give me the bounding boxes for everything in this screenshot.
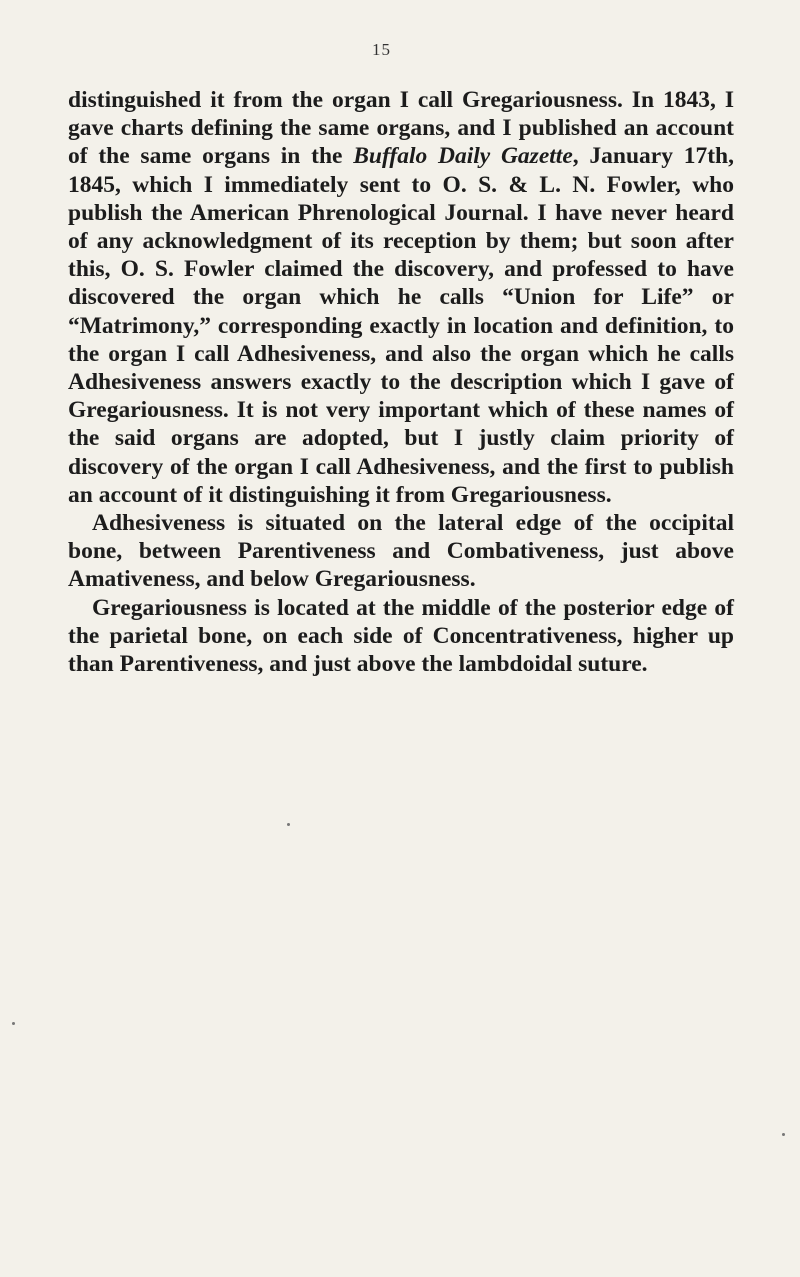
text-segment: Adhesiveness is situated on the lateral edge of the occipital bone, between Parentiveness and Combativeness, just above Amativeness, and below Gregariousness. — [68, 510, 734, 593]
text-segment: distinguished it from the organ I call Gregariousness. In 1843, I gave charts defining the same organs, and I published an account of the same organs in the — [68, 87, 734, 170]
paragraph-gregariousness-location — [68, 594, 734, 679]
body-text — [68, 86, 734, 678]
paragraph-adhesiveness-location — [68, 509, 734, 594]
paragraph-priority-claim — [68, 86, 734, 509]
print-speck — [782, 1133, 785, 1136]
newspaper-title: Buffalo Daily Gazette — [353, 143, 573, 170]
print-speck — [287, 823, 290, 826]
print-speck — [12, 1022, 15, 1025]
page-number: 15 — [372, 40, 391, 59]
text-segment: Gregariousness is located at the middle of the posterior edge of the parietal bone, on each side of Concentrativeness, higher up than Parentiveness, and just above the lambdoidal suture. — [68, 594, 734, 678]
text-segment: , January 17th, 1845, which I immediately sent to O. S. & L. N. Fowler, who publish the American Phrenological Journal. I have never heard of any acknowledgment of its reception by them; but soon after this, O. S. Fowler claimed the discovery, and professed to have discovered the organ which he calls “Union for Life” or “Matrimony,” corresponding exactly in location and definition, to the organ I call Adhesiveness, and also the organ which he calls Adhesiveness answers exactly to the description which I gave of Gregariousness. It is not very important which of these names of the said organs are adopted, but I justly claim priority of discovery of the organ I call Adhesiveness, and the first to publish an account of it distinguishing it from Gregariousness. — [68, 143, 734, 508]
